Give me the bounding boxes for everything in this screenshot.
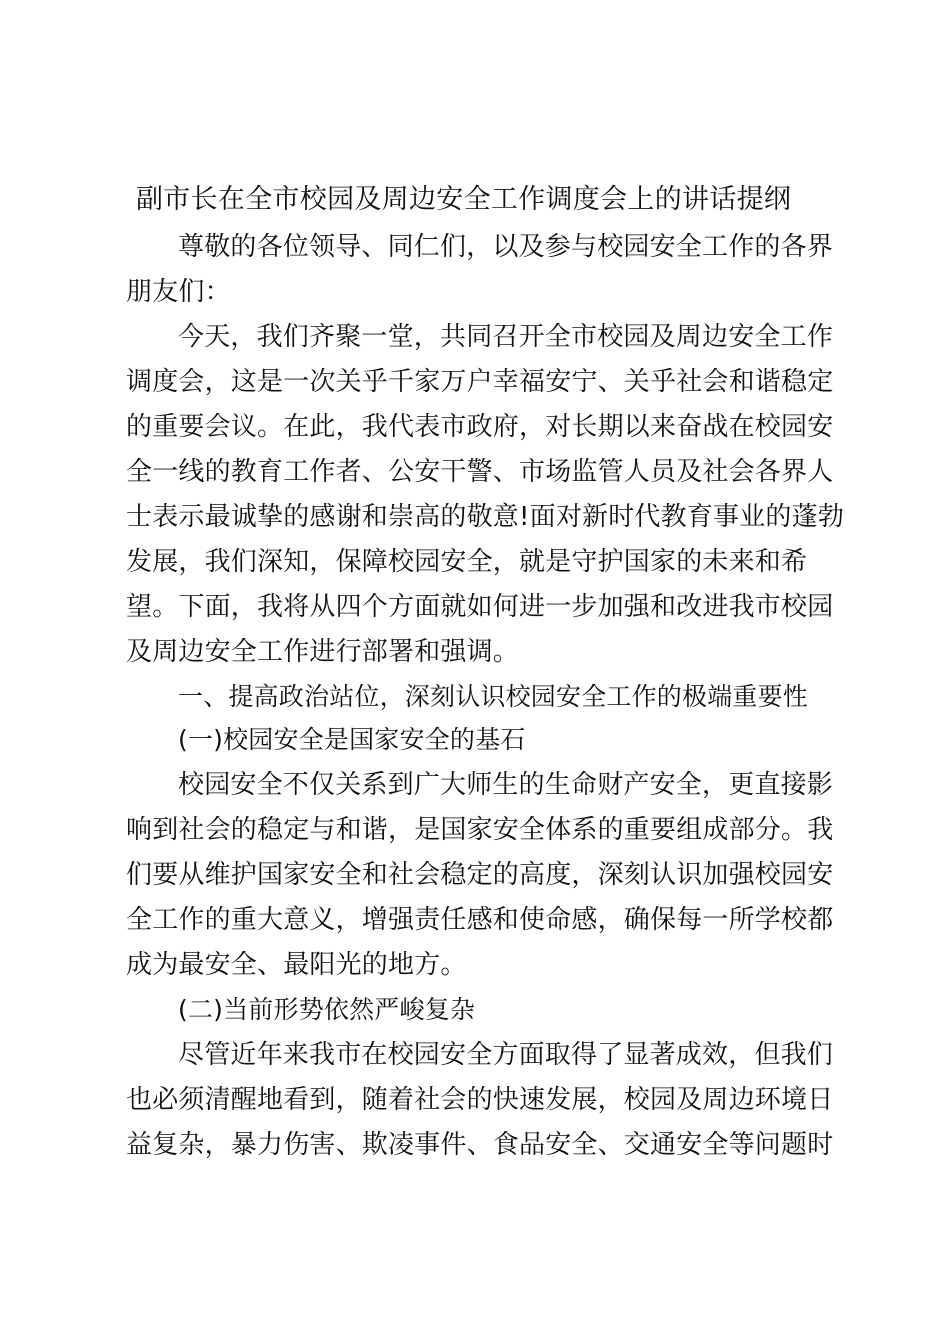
sub1-body-line-1: 校园安全不仅关系到广大师生的生命财产安全，更直接影 [178,770,834,800]
sub2-body-line-3: 益复杂，暴力伤害、欺凌事件、食品安全、交通安全等问题时 [126,1130,834,1160]
document-title: 副市长在全市校园及周边安全工作调度会上的讲话提纲 [136,184,792,215]
intro-line-7: 望。下面，我将从四个方面就如何进一步加强和改进我市校园 [126,592,834,622]
sub2-body-line-1: 尽管近年来我市在校园安全方面取得了显著成效，但我们 [178,1040,834,1070]
subsection-heading-2: (二)当前形势依然严峻复杂 [178,995,476,1024]
sub1-body-line-4: 全工作的重大意义，增强责任感和使命感，确保每一所学校都 [126,905,834,935]
intro-line-8: 及周边安全工作进行部署和强调。 [126,637,520,667]
greeting-line-2: 朋友们： [126,277,231,307]
sub1-body-line-5: 成为最安全、最阳光的地方。 [126,950,467,980]
sub2-body-line-2: 也必须清醒地看到，随着社会的快速发展，校园及周边环境日 [126,1085,834,1115]
sub1-body-line-3: 们要从维护国家安全和社会稳定的高度，深刻认识加强校园安 [126,860,834,890]
section-heading-1: 一、提高政治站位，深刻认识校园安全工作的极端重要性 [178,682,809,711]
intro-line-5: 士表示最诚挚的感谢和崇高的敬意!面对新时代教育事业的蓬勃 [126,502,845,532]
sub1-body-line-2: 响到社会的稳定与和谐，是国家安全体系的重要组成部分。我 [126,815,834,845]
intro-line-3: 的重要会议。在此，我代表市政府，对长期以来奋战在校园安 [126,412,834,442]
subsection-heading-1: (一)校园安全是国家安全的基石 [178,725,526,754]
intro-line-1: 今天，我们齐聚一堂，共同召开全市校园及周边安全工作 [178,322,834,352]
intro-line-4: 全一线的教育工作者、公安干警、市场监管人员及社会各界人 [126,457,834,487]
intro-line-2: 调度会，这是一次关乎千家万户幸福安宁、关乎社会和谐稳定 [126,367,834,397]
intro-line-6: 发展，我们深知，保障校园安全，就是守护国家的未来和希 [126,547,808,577]
greeting-line-1: 尊敬的各位领导、同仁们，以及参与校园安全工作的各界 [178,232,834,262]
